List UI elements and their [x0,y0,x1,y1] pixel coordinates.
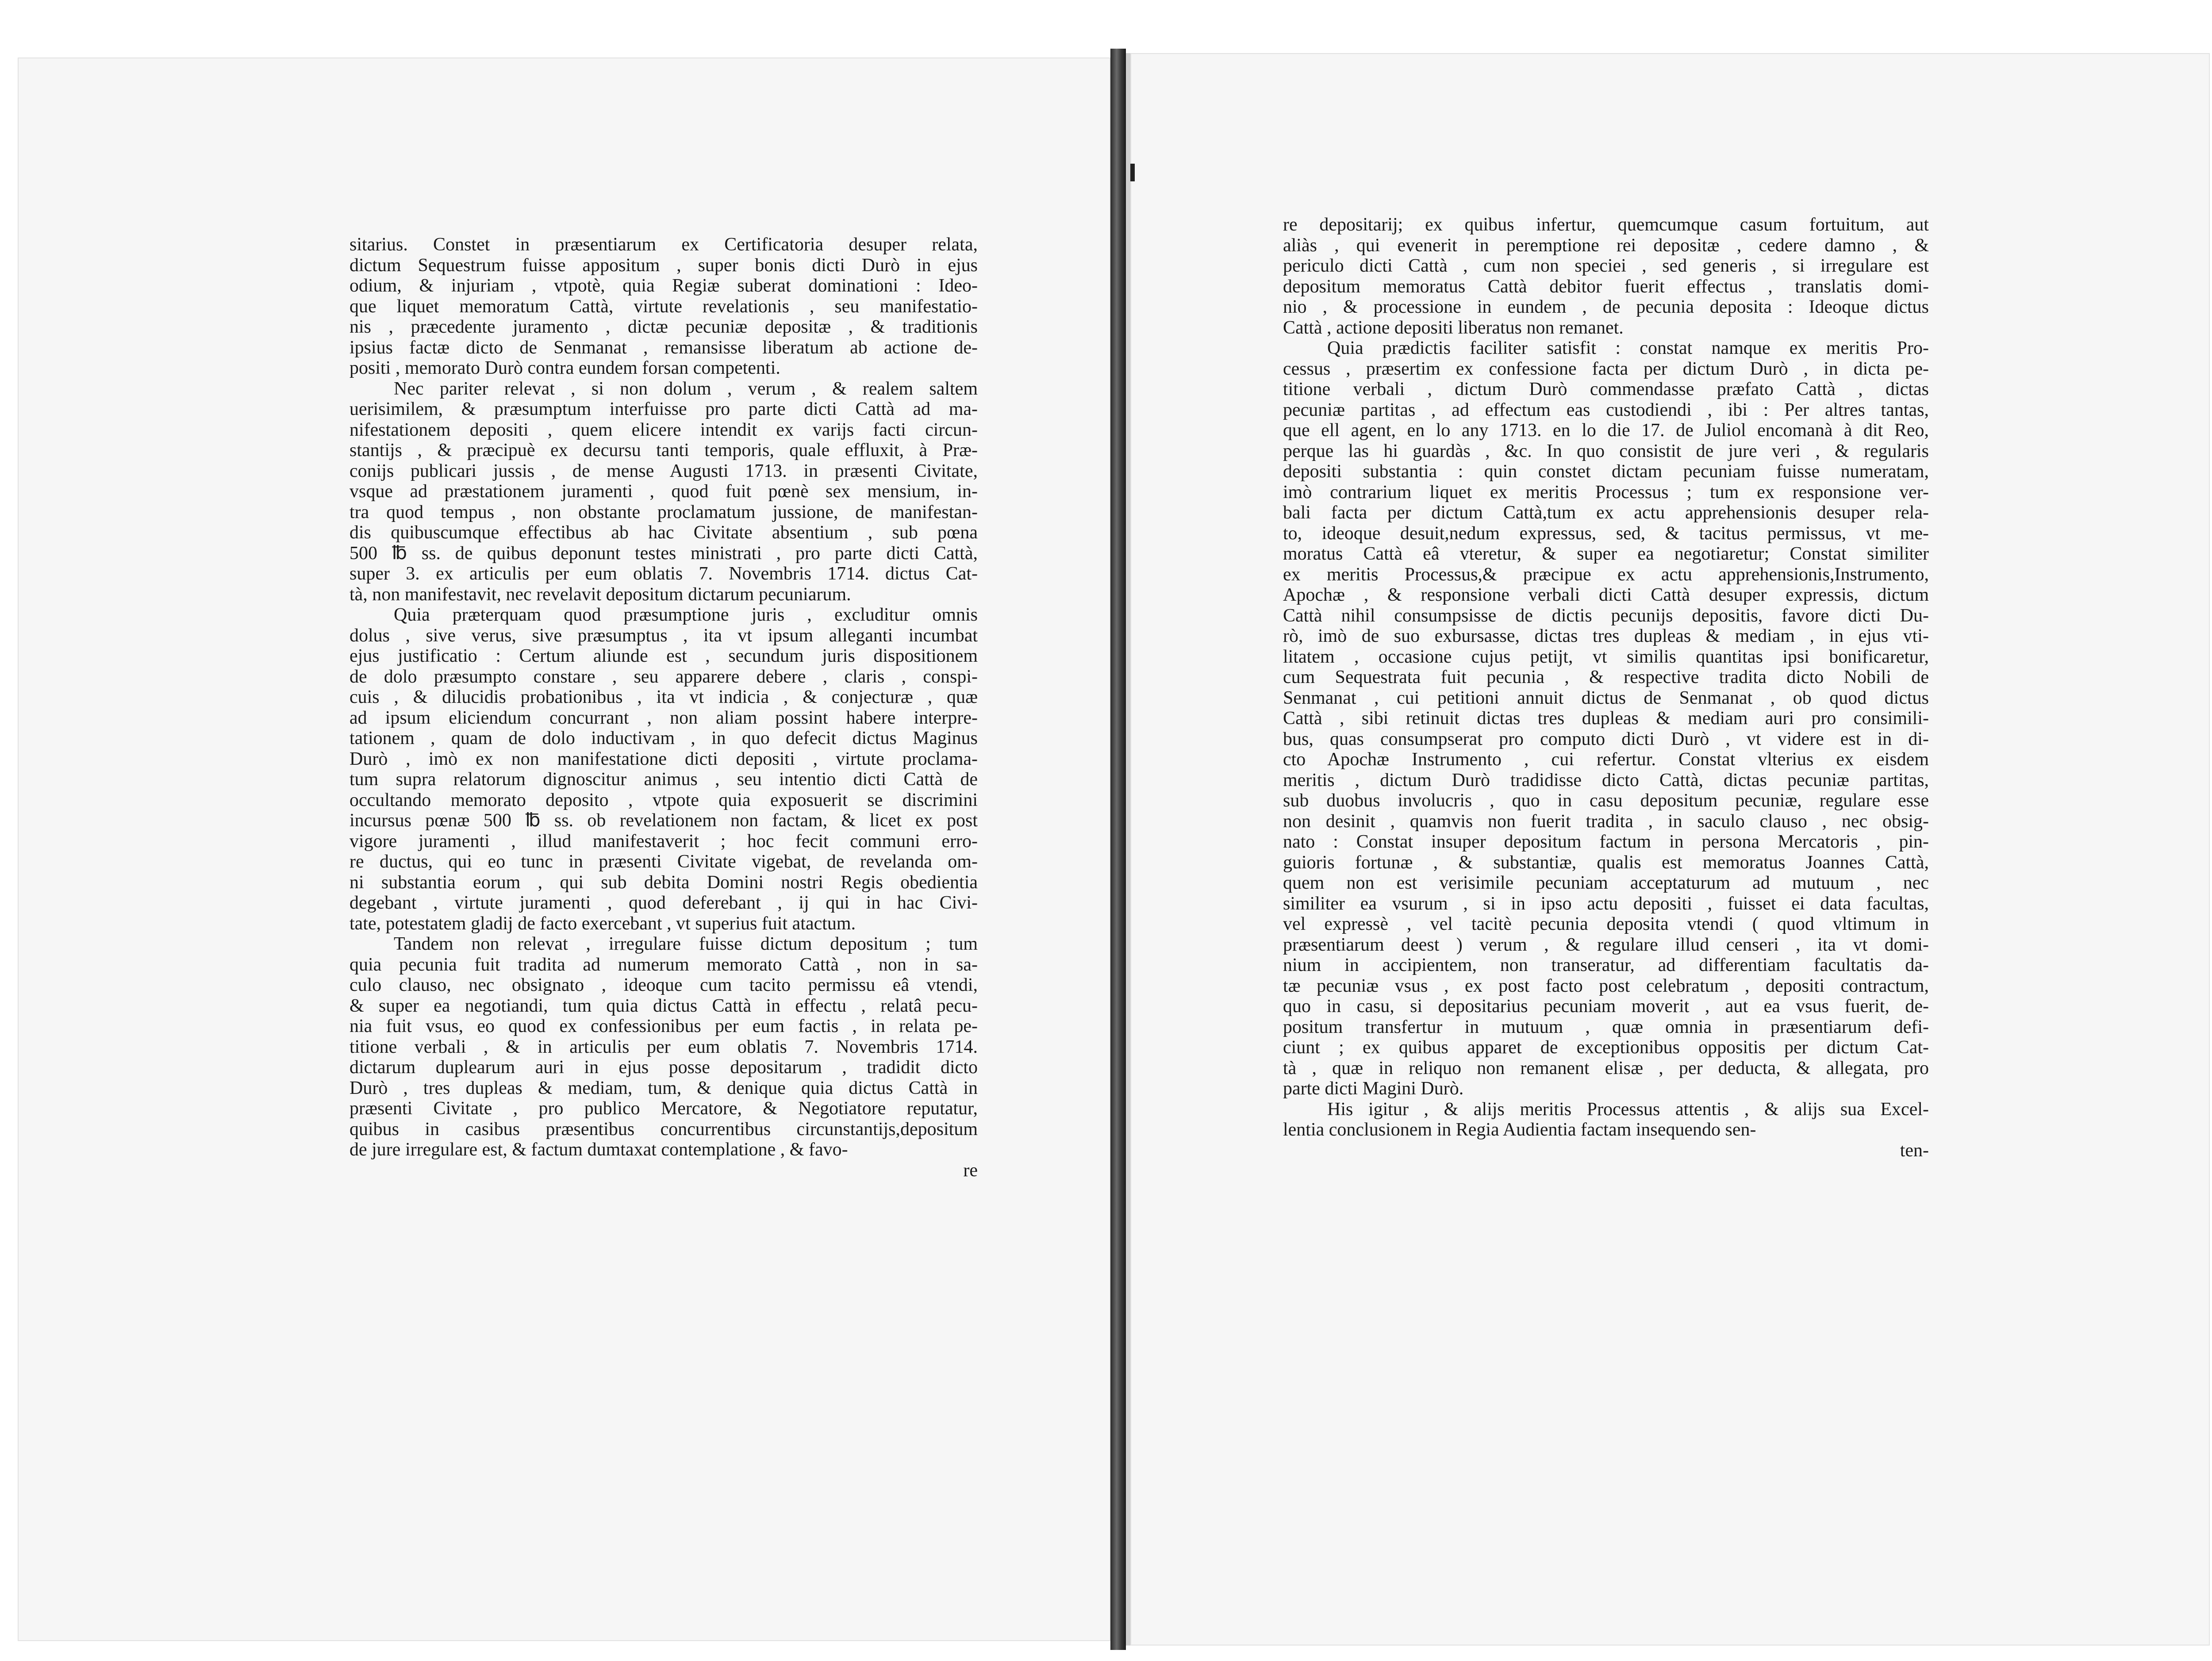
paragraph [1283,338,1929,1099]
text-line: litatem , occasione cujus petijt, vt similis quantitas ipsi bonificaretur, [1283,646,1929,667]
text-line: 500 ℔ ss. de quibus deponunt testes ministrati , pro parte dicti Cattà, [349,543,978,564]
text-line: ipsius factæ dicto de Senmanat , remansisse liberatum ab actione de- [349,337,978,358]
text-line: to, ideoque desuit,nedum expressus, sed, & tacitus permissus, vt me- [1283,523,1929,544]
text-line: Nec pariter relevat , si non dolum , verum , & realem saltem [394,378,978,399]
text-line: lentia conclusionem in Regia Audientia factam insequendo sen- [1283,1120,1756,1140]
text-line: præsenti Civitate , pro publico Mercatore, & Negotiatore reputatur, [349,1098,978,1119]
catchword: ten- [1900,1140,1929,1161]
text-line: de dolo præsumpto constare , seu apparere debere , claris , conspi- [349,666,978,687]
text-line: conijs publicari jussis , de mense Augusti 1713. in præsenti Civitate, [349,460,978,481]
text-line: nia fuit vsus, eo quod ex confessionibus per eum factis , in relata pe- [349,1016,978,1036]
text-line: nifestationem depositi , quem elicere intendit ex varijs facti circun- [349,419,978,440]
text-line: dictarum duplearum auri in ejus posse depositarum , tradidit dicto [349,1057,978,1078]
text-line: nis , præcedente juramento , dictæ pecuniæ depositæ , & traditionis [349,317,978,337]
binding-mark [1130,164,1135,181]
text-line: cum Sequestrata fuit pecunia , & respective tradita dicto Nobili de [1283,667,1929,687]
text-line: Cattà nihil consumpsisse de dictis pecunijs depositis, favore dicti Du- [1283,605,1929,626]
text-line: quo in casu, si depositarius pecuniam moverit , aut ea vsus fuerit, de- [1283,996,1929,1017]
paragraph [349,605,978,934]
text-line: ex meritis Processus,& præcipue ex actu apprehensionis,Instrumento, [1283,564,1929,585]
text-line: titione verbali , dictum Durò commendasse præfato Cattà , dictas [1283,379,1929,399]
text-line: periculo dicti Cattà , cum non speciei , sed generis , si irregulare est [1283,256,1929,276]
text-line: Quia præterquam quod præsumptione juris , excluditur omnis [394,605,978,625]
text-line: quibus in casibus præsentibus concurrentibus circunstantijs,depositum [349,1119,978,1139]
text-line: Durò , tres dupleas & mediam, tum, & denique quia dictus Cattà in [349,1078,978,1098]
text-line: de jure irregulare est, & factum dumtaxat contemplatione , & favo- [349,1139,848,1160]
text-line: culo clauso, nec obsignato , ideoque cum tacito permissu eâ vtendi, [349,975,978,995]
text-line: Cattà , sibi retinuit dictas tres dupleas & mediam auri pro consimili- [1283,708,1929,729]
text-line: moratus Cattà eâ vteretur, & super ea negotiaretur; Constat similiter [1283,544,1929,564]
text-line: perque las hi guardàs , &c. In quo consistit de jure veri , & regularis [1283,441,1929,461]
text-line: re depositarij; ex quibus infertur, quemcumque casum fortuitum, aut [1283,215,1929,235]
left-page-text [349,234,978,1181]
text-line: similiter ea vsurum , si in ipso actu depositi , fuisset ei data facultas, [1283,893,1929,914]
text-line: tà, non manifestavit, nec revelavit depositum dictarum pecuniarum. [349,584,851,605]
paragraph [349,379,978,605]
text-line: vsque ad præstationem juramenti , quod fuit pœnè sex mensium, in- [349,481,978,502]
text-line: sitarius. Constet in præsentiarum ex Certificatoria desuper relata, [349,234,978,255]
text-line: parte dicti Magini Durò. [1283,1078,1464,1099]
text-line: que ell agent, en lo any 1713. en lo die 17. de Juliol encomanà à dit Reo, [1283,420,1929,441]
text-line: super 3. ex articulis per eum oblatis 7. Novembris 1714. dictus Cat- [349,564,978,584]
text-line: & super ea negotiandi, tum quia dictus Cattà in effectu , relatâ pecu- [349,995,978,1016]
text-line: tæ pecuniæ vsus , ex post facto post celebratum , depositi contractum, [1283,975,1929,996]
text-line: ad ipsum eliciendum concurrant , non aliam possint habere interpre- [349,707,978,728]
text-line: stantijs , & præcipuè ex decursu tanti temporis, quale effluxit, à Præ- [349,440,978,460]
text-line: dolus , sive verus, sive præsumptus , ita vt ipsum alleganti incumbat [349,625,978,646]
text-line: meritis , dictum Durò tradidisse dicto Cattà, dictas pecuniæ partitas, [1283,770,1929,790]
text-line: imò contrarium liquet ex meritis Processus ; tum ex responsione ver- [1283,482,1929,503]
text-line: occultando memorato deposito , vtpote quia exposuerit se discrimini [349,790,978,810]
text-line: vigore juramenti , illud manifestaverit ; hoc fecit communi erro- [349,831,978,852]
text-line: non desinit , quamvis non fuerit tradita , in saculo clauso , nec obsig- [1283,811,1929,832]
text-line: tà , quæ in reliquo non remanent elisæ , per deducta, & allegata, pro [1283,1058,1929,1078]
text-line: Durò , imò ex non manifestatione dicti depositi , virtute proclama- [349,748,978,769]
text-line: dictum Sequestrum fuisse appositum , super bonis dicti Durò in ejus [349,255,978,276]
catchword: re [963,1160,978,1181]
text-line: Cattà , actione depositi liberatus non remanet. [1283,317,1624,338]
text-line: dis quibuscumque effectibus ab hac Civitate absentium , sub pœna [349,522,978,543]
text-line: cessus , præsertim ex confessione facta per dictum Durò , in dicta pe- [1283,358,1929,379]
text-line: rò, imò de suo exbursasse, dictas tres dupleas & mediam , in ejus vti- [1283,626,1929,646]
text-line: uerisimilem, & præsumptum interfuisse pro parte dicti Cattà ad ma- [349,399,978,419]
text-line: ni substantia eorum , qui sub debita Domini nostri Regis obedientia [349,872,978,893]
book-gutter [1110,49,1126,1650]
text-line: cuis , & dilucidis probationibus , ita vt indicia , & conjecturæ , quæ [349,687,978,707]
text-line: positum transfertur in mutuum , quæ omnia in præsentiarum defi- [1283,1017,1929,1037]
text-line: nio , & processione in eundem , de pecunia deposita : Ideoque dictus [1283,297,1929,317]
text-line: nium in accipientem, non transeratur, ad differentiam facultatis da- [1283,955,1929,975]
text-line: bus, quas consumpserat pro computo dicti Durò , vt videre est in di- [1283,729,1929,749]
paragraph [349,234,978,379]
text-line: que liquet memoratum Cattà, virtute revelationis , seu manifestatio- [349,296,978,317]
text-line: tum supra relatorum dignoscitur animus , seu intentio dicti Cattà de [349,769,978,790]
text-line: vel expressè , vel tacitè pecunia deposita vtendi ( quod vltimum in [1283,914,1929,934]
text-line: His igitur , & alijs meritis Processus attentis , & alijs sua Excel- [1327,1099,1929,1120]
text-line: Tandem non relevat , irregulare fuisse dictum depositum ; tum [394,934,978,954]
text-line: bali facta per dictum Cattà,tum ex actu apprehensionis desuper rela- [1283,503,1929,523]
text-line: cto Apochæ Instrumento , cui refertur. Constat vlterius ex eisdem [1283,749,1929,770]
paragraph [1283,215,1929,338]
text-line: positi , memorato Durò contra eundem forsan competenti. [349,358,780,378]
text-line: depositum memoratus Cattà debitor fuerit effectus , translatis domi- [1283,276,1929,297]
text-line: Senmanat , cui petitioni annuit dictus de Senmanat , ob quod dictus [1283,687,1929,708]
text-line: titione verbali , & in articulis per eum oblatis 7. Novembris 1714. [349,1036,978,1057]
text-line: ejus justificatio : Certum aliunde est , secundum juris dispositionem [349,646,978,666]
text-line: tra quod tempus , non obstante proclamatum jussione, de manifestan- [349,502,978,522]
paragraph [1283,1099,1929,1140]
text-line: Apochæ , & responsione verbali dicti Cattà desuper expressis, dictum [1283,585,1929,605]
text-line: guioris fortunæ , & substantiæ, qualis est memoratus Joannes Cattà, [1283,852,1929,873]
text-line: sub duobus involucris , quo in casu depositum pecuniæ, regulare esse [1283,790,1929,811]
text-line: quia pecunia fuit tradita ad numerum memorato Cattà , non in sa- [349,954,978,975]
right-page-text [1283,215,1929,1161]
text-line: tate, potestatem gladij de facto exercebant , vt superius fuit atactum. [349,913,856,934]
text-line: re ductus, qui eo tunc in præsenti Civitate vigebat, de revelanda om- [349,852,978,872]
text-line: degebant , virtute juramenti , quod deferebant , ij qui in hac Civi- [349,893,978,913]
text-line: tationem , quam de dolo inductivam , in quo defecit dictus Maginus [349,728,978,748]
text-line: præsentiarum deest ) verum , & regulare illud censeri , ita vt domi- [1283,934,1929,955]
text-line: incursus pœnæ 500 ℔ ss. ob revelationem non factam, & licet ex post [349,810,978,831]
text-line: Quia prædictis faciliter satisfit : constat namque ex meritis Pro- [1327,338,1929,358]
text-line: ciunt ; ex quibus apparet de exceptionibus oppositis per dictum Cat- [1283,1037,1929,1058]
text-line: aliàs , qui evenerit in peremptione rei depositæ , cedere damno , & [1283,235,1929,256]
paragraph [349,934,978,1160]
text-line: odium, & injuriam , vtpotè, quia Regiæ suberat dominationi : Ideo- [349,276,978,296]
text-line: quem non est verisimile pecuniam acceptaturum ad mutuum , nec [1283,873,1929,893]
text-line: depositi substantia : quin constet dictam pecuniam fuisse numeratam, [1283,461,1929,482]
text-line: pecuniæ partitas , ad effectum eas custodiendi , ibi : Per altres tantas, [1283,399,1929,420]
text-line: nato : Constat insuper depositum factum in persona Mercatoris , pin- [1283,832,1929,852]
